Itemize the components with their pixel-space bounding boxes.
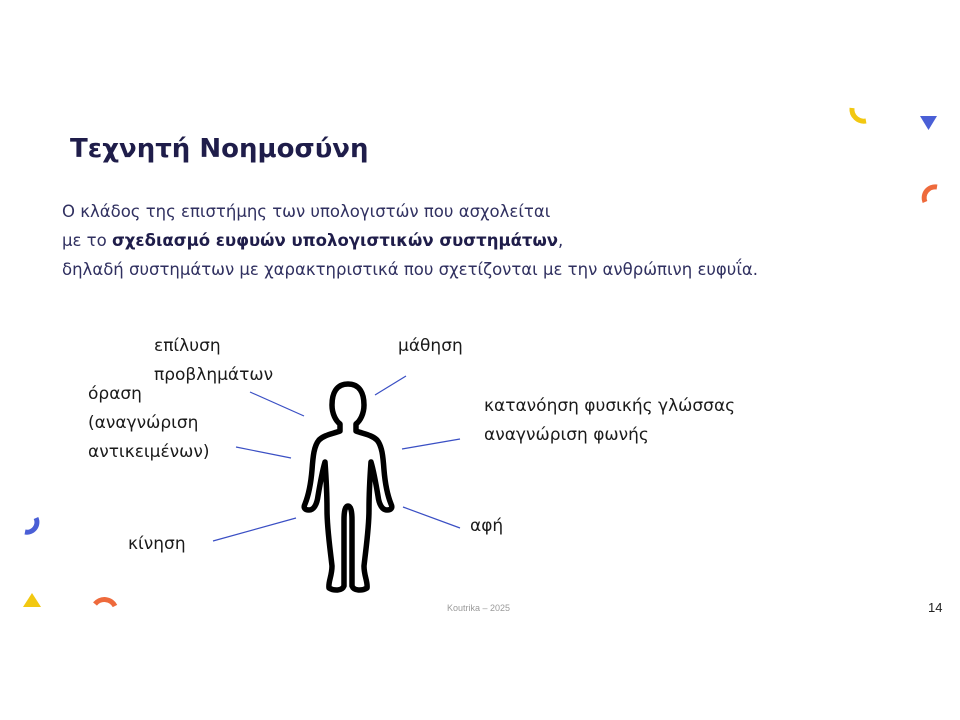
connector-touch xyxy=(403,507,460,528)
label-learning: μάθηση xyxy=(398,336,463,356)
label-problem-solving-line-2: προβλημάτων xyxy=(154,365,274,385)
label-vision-line-3: αντικειμένων) xyxy=(88,442,210,462)
definition-emphasis: σχεδιασμό ευφυών υπολογιστικών συστημάτων xyxy=(111,231,559,250)
definition-line-2-prefix: με το xyxy=(62,231,112,250)
slide-footer: Koutrika – 2025 xyxy=(447,603,511,613)
label-problem-solving-line-1: επίλυση xyxy=(154,336,221,356)
connector-vision xyxy=(236,447,291,458)
label-touch: αφή xyxy=(470,516,504,536)
label-vision-line-1: όραση xyxy=(88,384,142,404)
label-language xyxy=(484,392,735,450)
connector-movement xyxy=(213,518,296,541)
definition-line-1: Ο κλάδος της επιστήμης των υπολογιστών που ασχολείται xyxy=(62,202,551,221)
slide-title: Τεχνητή Νοημοσύνη xyxy=(70,134,369,164)
connector-problem-solving xyxy=(250,392,304,416)
definition-line-3: δηλαδή συστημάτων με χαρακτηριστικά που σχετίζονται με την ανθρώπινη ευφυΐα. xyxy=(62,260,759,279)
human-body-icon xyxy=(304,384,392,590)
label-vision xyxy=(88,380,210,467)
label-movement: κίνηση xyxy=(128,534,186,554)
page-number: 14 xyxy=(928,600,943,615)
label-vision-line-2: (αναγνώριση xyxy=(88,413,199,433)
label-language-line-1: κατανόηση φυσικής γλώσσας xyxy=(484,396,736,416)
definition-line-2-suffix: , xyxy=(558,231,564,250)
label-language-line-2: αναγνώριση φωνής xyxy=(484,425,649,445)
connector-language xyxy=(402,439,460,449)
connector-learning xyxy=(375,376,406,395)
